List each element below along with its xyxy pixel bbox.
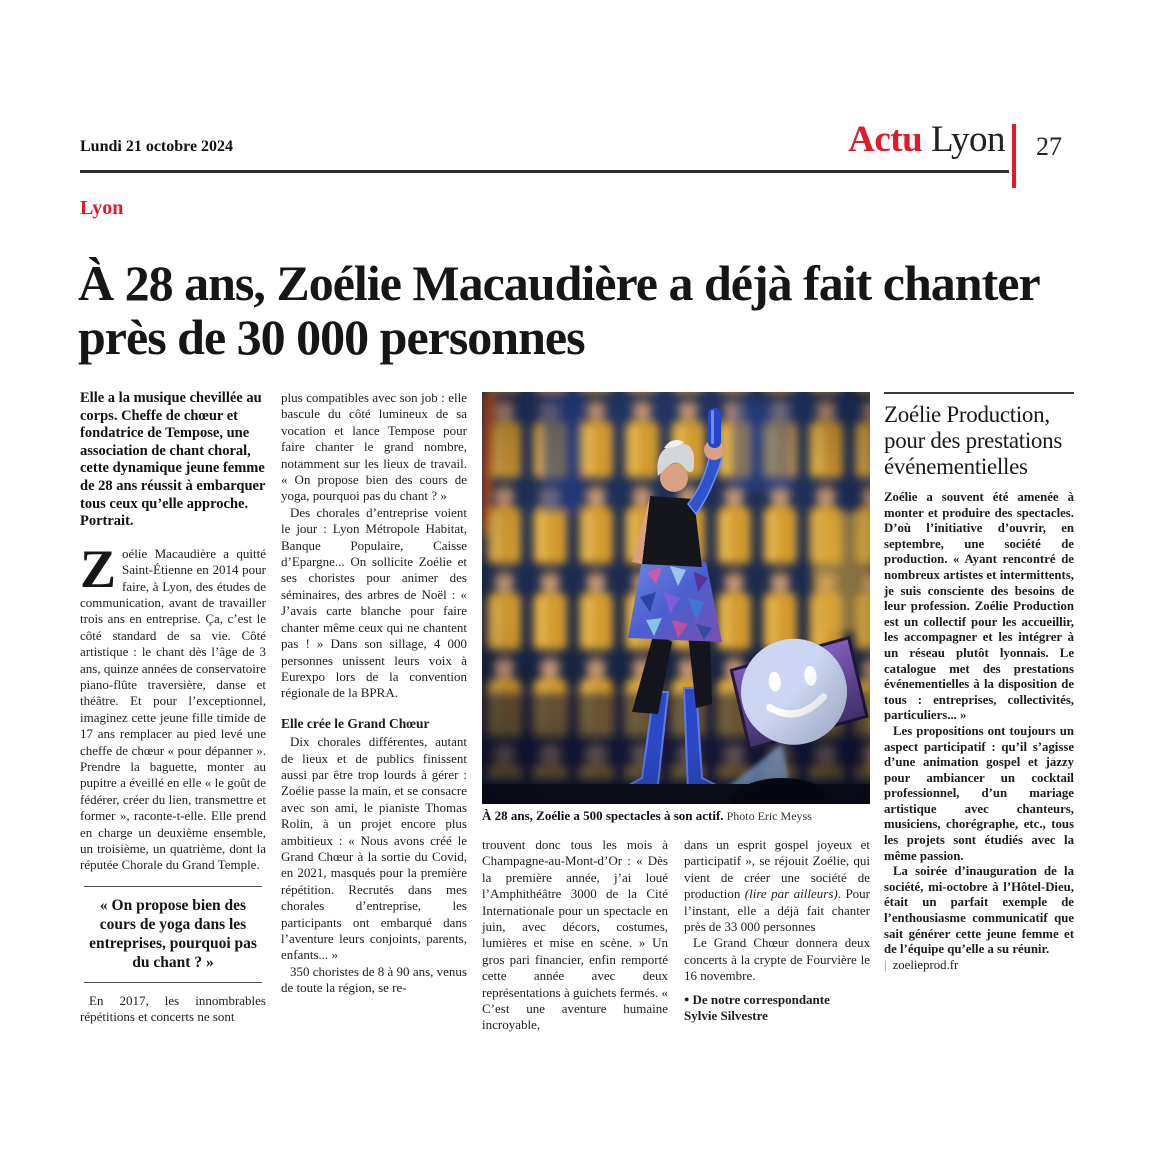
paragraph: Zoélie a souvent été amenée à monter et produire des spectacles. D’où l’initiative d’ouvrir, en septembre, une société de production. « Ayant rencontré de nombreux artistes et intermittents, je suis consciente des besoins de leur profession. Zoélie Production est un collectif pour les accueillir, les accompagner et les intégrer à un réseau plutôt lyonnais. Le catalogue met des prestations événementielles à la disposition de tous : entreprises, collectivités, particuliers... » xyxy=(884,490,1074,723)
column-2 xyxy=(281,390,467,997)
website-link[interactable]: zoelieprod.fr xyxy=(892,957,959,972)
paragraph: plus compatibles avec son job : elle bascule du côté lumineux de sa vocation et lance Tempose pour faire chanter le grand nombre, notamment sur les lieux de travail. « On propose bien des cours de yoga, pourquoi pas du chant ? » xyxy=(281,390,467,504)
caption-credit: Photo Eric Meyss xyxy=(723,809,812,823)
paragraph: En 2017, les innombrables répétitions et concerts ne sont xyxy=(80,992,266,1025)
section-brand xyxy=(700,118,1005,161)
drop-cap: Z xyxy=(80,538,117,599)
article-photo xyxy=(482,392,870,804)
header-rule xyxy=(80,170,1009,173)
column-3 xyxy=(482,837,668,1034)
paragraph: Les propositions ont toujours un aspect participatif : qu’il s’agisse d’une animation gospel et jazzy pour ambiancer un cocktail professionnel, d’un mariage artistique avec chanteurs, musiciens, chorégraphe, etc., tous les projets sont étudiés avec la même passion. xyxy=(884,723,1074,863)
caption-text: À 28 ans, Zoélie a 500 spectacles à son actif. xyxy=(482,808,724,823)
photo-caption xyxy=(482,808,870,824)
brand-actu: Actu xyxy=(848,119,923,160)
paragraph: trouvent donc tous les mois à Champagne-au-Mont-d’Or : « Dès la première année, j’ai loué l’Amphithéâtre 3000 de la Cité Internationale pour un spectacle en juin, avec décors, costumes, lumières et mise en scène. » Un gros pari financier, enfin remporté cette année avec deux représentations à guichets fermés. « C’est une aventure humaine incroyable, xyxy=(482,837,668,1033)
paragraph: Zoélie Macaudière a quitté Saint-Étienne en 2014 pour faire, à Lyon, des études de communication, avant de travailler trois ans en entreprise. Ça, c’est le côté standard de sa vie. Côté artistique : le chant dès l’âge de 3 ans, quinze années de conservatoire piano-flûte traversière, danse et théâtre. Et pour l’exceptionnel, imaginez cette jeune fille timide de 17 ans remplacer au pied levé une cheffe de chœur « pour dépanner ». Prendre la baguette, monter au pupitre a éveillé en elle « le goût de fédérer, créer du lien, transmettre et former », raconte-t-elle. Elle prend en charge un deuxième ensemble, un troisième, un quatrième, dont la réputée Chorale du Grand Temple. xyxy=(80,538,266,873)
column-4 xyxy=(684,837,870,1034)
kicker-lyon: Lyon xyxy=(80,197,124,219)
sub-headline: Elle crée le Grand Chœur xyxy=(281,715,430,731)
sidebar-article xyxy=(884,392,1074,973)
bar-icon: | xyxy=(884,957,887,972)
column-1 xyxy=(80,390,266,1026)
photo-zone xyxy=(482,392,870,1034)
byline: ● De notre correspondante xyxy=(684,991,830,1007)
article-intro: Elle a la musique chevillée au corps. Cheffe de chœur et fondatrice de Tempose, une association de chant choral, cette dynamique jeune femme de 28 ans réussit à embarquer tous ceux qu’elle approche. Portrait. xyxy=(80,390,266,530)
paragraph: Des chorales d’entreprise voient le jour : Lyon Métropole Habitat, Banque Populaire, Caisse d’Epargne... On sollicite Zoélie et ses choristes pour animer des séminaires, des arbres de Noël : « J’avais carte blanche pour faire chanter même ceux qui ne chantent pas ! » Dans son sillage, 4 000 personnes unissent leurs voix à Eurexpo lors de la convention régionale de la BPRA. xyxy=(281,504,467,701)
article-headline: À 28 ans, Zoélie Macaudière a déjà fait chanter près de 30 000 personnes xyxy=(78,254,1039,365)
page-number: 27 xyxy=(1036,132,1062,161)
website-link-row xyxy=(884,958,1074,974)
pull-quote: « On propose bien des cours de yoga dans les entreprises, pourquoi pas du chant ? » xyxy=(84,886,262,983)
bullet-icon: ● xyxy=(684,993,690,1004)
brand-lyon: Lyon xyxy=(922,119,1005,160)
paragraph: Le Grand Chœur donnera deux concerts à la crypte de Fourvière le 16 novembre. xyxy=(684,935,870,984)
sidebar-title: Zoélie Production, pour des prestations événementielles xyxy=(884,402,1062,479)
paragraph: 350 choristes de 8 à 90 ans, venus de toute la région, se re- xyxy=(281,963,467,996)
edition-date: Lundi 21 octobre 2024 xyxy=(80,138,234,155)
sidebar-rule xyxy=(884,392,1074,394)
paragraph: La soirée d’inauguration de la société, mi-octobre à l’Hôtel-Dieu, était un parfait exemple de l’enthousiasme communicatif que sait générer cette jeune femme et de l’équipe qu’elle a su réunir. xyxy=(884,864,1074,957)
byline-author: Sylvie Silvestre xyxy=(684,1008,768,1024)
red-divider-bar xyxy=(1012,124,1016,188)
paragraph: dans un esprit gospel joyeux et participatif », se réjouit Zoélie, qui vient de créer une société de production (lire par ailleurs). Pour l’instant, elle a déjà fait chanter près de 33 000 personnes xyxy=(684,837,871,935)
paragraph: Dix chorales différentes, autant de lieux et de publics finissent aussi par être trop lourds à gérer : Zoélie passe la main, et se consacre avec son ami, le pianiste Thomas Rolin, à un projet encore plus ambitieux : « Nous avons créé le Grand Chœur à la sortie du Covid, en 2021, masqués pour la première répétition. Recrutés dans mes chorales d’entreprise, les participants ont embarqué dans l’aventure leurs conjoints, parents, enfants... » xyxy=(281,734,467,963)
